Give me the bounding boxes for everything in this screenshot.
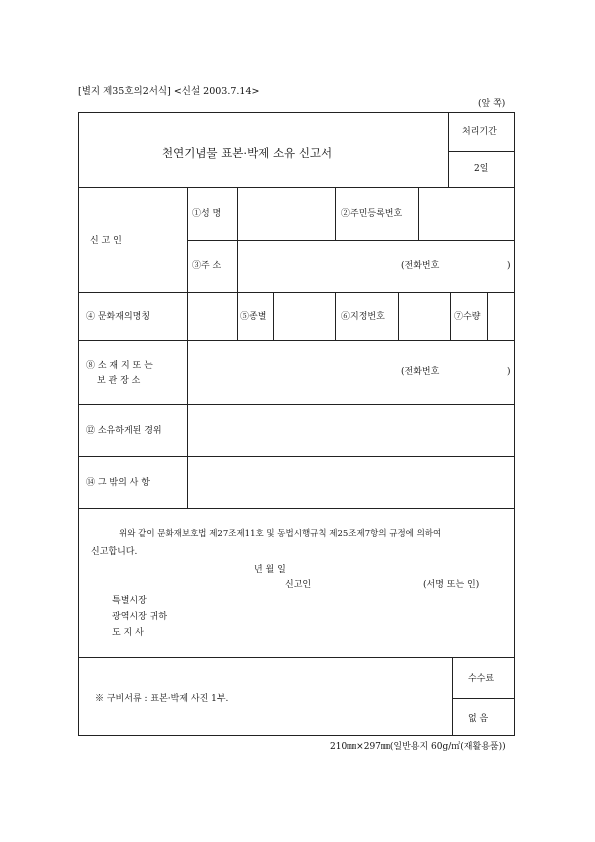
form-reference: [별지 제35호의2서식] <신설 2003.7.14> xyxy=(78,86,260,97)
paper-spec: 210㎜×297㎜(일반용지 60g/㎡(재활용품)) xyxy=(330,742,506,752)
designation-number-label: ⑥지정번호 xyxy=(341,312,385,322)
divider xyxy=(78,404,515,405)
divider xyxy=(78,340,515,341)
fee-label: 수수료 xyxy=(468,674,495,684)
location-phone-label: (전화번호 xyxy=(401,367,440,377)
divider xyxy=(273,292,274,340)
address-phone-close: ) xyxy=(507,261,511,271)
declaration-date: 년 월 일 xyxy=(254,565,286,575)
address-label: ③주 소 xyxy=(192,261,222,271)
divider xyxy=(398,292,399,340)
divider xyxy=(452,698,515,699)
required-documents: ※ 구비서류 : 표본·박제 사진 1부. xyxy=(95,694,229,704)
location-label-line1: ⑧ 소 재 지 또 는 xyxy=(86,361,153,371)
addressee-3: 도 지 사 xyxy=(112,628,144,638)
location-phone-close: ) xyxy=(507,367,511,377)
name-label: ①성 명 xyxy=(192,209,222,219)
form-frame xyxy=(78,112,515,736)
divider xyxy=(237,187,238,292)
declaration-line1: 위와 같이 문화재보호법 제27조제11호 및 동법시행규칙 제25조제7항의 규정에 의하여 xyxy=(119,529,442,539)
fee-value: 없 음 xyxy=(468,714,489,724)
location-label-line2: 보 관 장 소 xyxy=(97,376,141,386)
processing-period-value: 2일 xyxy=(474,164,489,174)
addressee-1: 특별시장 xyxy=(112,596,147,606)
divider xyxy=(487,292,488,340)
divider xyxy=(78,187,515,188)
address-phone-label: (전화번호 xyxy=(401,261,440,271)
reporter-label: 신 고 인 xyxy=(90,236,122,246)
heritage-name-label: ④ 문화재의명칭 xyxy=(86,312,151,322)
form-title: 천연기념물 표본·박제 소유 신고서 xyxy=(162,146,333,160)
divider xyxy=(335,292,336,340)
divider xyxy=(78,456,515,457)
divider xyxy=(418,187,419,240)
divider xyxy=(237,292,238,340)
kind-label: ⑤종별 xyxy=(240,312,267,322)
reporter-signature-label: 신고인 xyxy=(285,580,312,590)
divider xyxy=(78,657,515,658)
sign-or-seal: (서명 또는 인) xyxy=(423,580,480,590)
divider xyxy=(78,508,515,509)
divider xyxy=(187,187,188,508)
rrn-label: ②주민등록번호 xyxy=(341,209,403,219)
divider xyxy=(452,657,453,736)
divider xyxy=(450,292,451,340)
acquisition-reason-label: ⑫ 소유하게된 경위 xyxy=(86,426,162,436)
divider xyxy=(448,151,515,152)
processing-period-label: 처리기간 xyxy=(462,127,497,137)
other-matters-label: ⑭ 그 밖의 사 항 xyxy=(86,478,150,488)
divider xyxy=(448,112,449,187)
page-side-label: (앞 쪽) xyxy=(478,99,506,109)
quantity-label: ⑦수량 xyxy=(454,312,481,322)
addressee-2: 광역시장 귀하 xyxy=(112,612,168,622)
declaration-line2: 신고합니다. xyxy=(91,547,138,557)
divider xyxy=(335,187,336,240)
